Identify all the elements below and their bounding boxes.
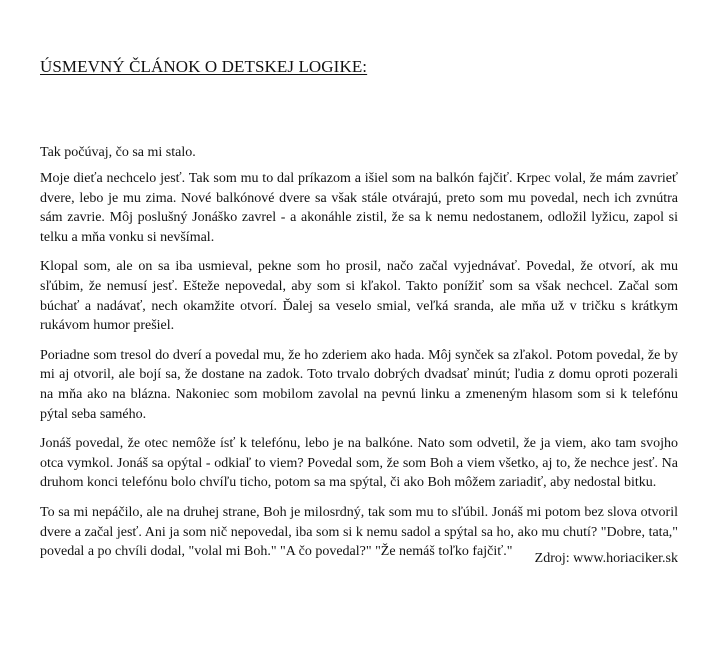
article-body (40, 169, 678, 572)
source-attribution: Zdroj: www.horiaciker.sk (534, 551, 678, 566)
article-title: ÚSMEVNÝ ČLÁNOK O DETSKEJ LOGIKE: (40, 57, 368, 76)
paragraph-1: Moje dieťa nechcelo jesť. Tak som mu to dal príkazom a išiel som na balkón fajčiť. Krpec volal, že mám zavrieť dvere, lebo je mu zima. Nové balkónové dvere sa však stále otvárajú, preto som mu povedal, nech ich zvnútra sám zavrie. Môj poslušný Jonáško zavrel - a akonáhle zistil, že sa k nemu nedostanem, odložil lyžicu, zapol si telku a mňa vonku si nevšímal. (40, 171, 678, 245)
paragraph-2: Klopal som, ale on sa iba usmieval, pekne som ho prosil, načo začal vyjednávať. Povedal, že otvorí, ak mu sľúbim, že nemusí jesť. Ešteže nepovedal, aby som si kľakol. Takto ponížiť som sa však nechcel. Začal som búchať a nadávať, nech okamžite otvorí. Ďalej sa veselo smial, veľká sranda, ale mňa už v tričku s krátkym rukávom humor prešiel. (40, 259, 678, 334)
paragraph-4: Jonáš povedal, že otec nemôže ísť k telefónu, lebo je na balkóne. Nato som odvetil, že ja viem, ako tam svojho otca vymkol. Jonáš sa opýtal - odkiaľ to viem? Povedal som, že som Boh a viem všetko, aj to, že nechce jesť. Na druhom konci telefónu bolo chvíľu ticho, potom sa ma spýtal, či ako Boh môžem zariadiť, aby nedostal bitku. (40, 436, 678, 491)
greeting-line: Tak počúvaj, čo sa mi stalo. (40, 145, 196, 160)
paragraph-3: Poriadne som tresol do dverí a povedal mu, že ho zderiem ako hada. Môj synček sa zľakol. Potom povedal, že by mi aj otvoril, ale bojí sa, že dostane na zadok. Toto trvalo dobrých dvadsať minút; ľudia z domu oproti pozerali na mňa ako na blázna. Nakoniec som mobilom zavolal na pevnú linku a zmeneným hlasom som si k telefónu pýtal seba samého. (40, 347, 678, 422)
document-page (40, 0, 678, 657)
paragraph-5: To sa mi nepáčilo, ale na druhej strane, Boh je milosrdný, tak som mu to sľúbil. Jonáš mi potom bez slova otvoril dvere a začal jesť. Ani ja som nič nepovedal, iba som si k nemu sadol a spýtal sa ho, ako mu chutí? "Dobre, tata," povedal a po chvíli dodal, "volal mi Boh." "A čo povedal?" "Že nemáš toľko fajčiť." (40, 504, 678, 560)
